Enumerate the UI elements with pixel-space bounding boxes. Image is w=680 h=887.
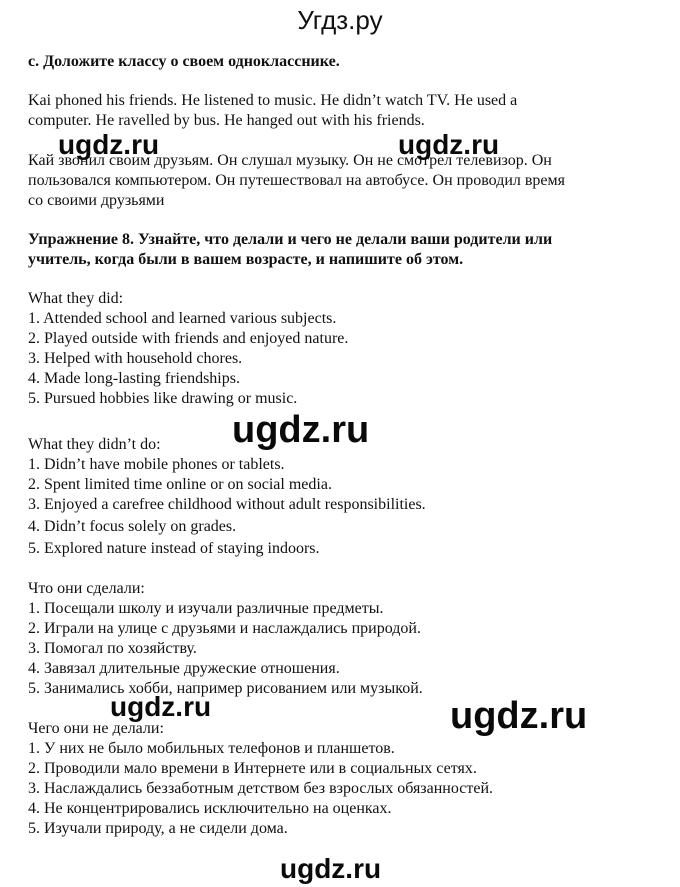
watermark: ugdz.ru	[232, 409, 370, 451]
watermark: ugdz.ru	[280, 853, 382, 884]
list-item: 2. Проводили мало времени в Интернете или в социальных сетях.	[28, 760, 477, 777]
list-item: 5. Explored nature instead of staying indoors.	[28, 540, 320, 557]
list-item: 2. Played outside with friends and enjoyed nature.	[28, 330, 349, 347]
didnt-title: What they didn’t do:	[28, 436, 161, 453]
list-item: 3. Помогал по хозяйству.	[28, 640, 197, 657]
exercise-8-heading: учитель, когда были в вашем возрасте, и напишите об этом.	[28, 251, 464, 268]
list-item: 1. Attended school and learned various subjects.	[28, 310, 337, 327]
list-item: 5. Pursued hobbies like drawing or music.	[28, 390, 298, 407]
list-item: 4. Made long-lasting friendships.	[28, 370, 240, 387]
list-item: 3. Helped with household chores.	[28, 350, 243, 367]
did-title: What they did:	[28, 290, 124, 307]
russian-line: со своими друзьями	[28, 192, 165, 209]
english-line: computer. He ravelled by bus. He hanged out with his friends.	[28, 112, 425, 129]
list-item: 2. Spent limited time online or on social media.	[28, 476, 332, 493]
didnt-ru-title: Чего они не делали:	[28, 720, 164, 737]
list-item: 4. Не концентрировались исключительно на оценках.	[28, 800, 392, 817]
watermark: ugdz.ru	[398, 129, 500, 160]
list-item: 5. Занимались хобби, например рисованием или музыкой.	[28, 680, 423, 697]
list-item: 4. Didn’t focus solely on grades.	[28, 518, 237, 535]
watermark: ugdz.ru	[110, 691, 212, 722]
list-item: 4. Завязал длительные дружеские отношения.	[28, 660, 340, 677]
list-item: 2. Играли на улице с друзьями и наслаждались природой.	[28, 620, 421, 637]
site-title: Угдз.ру	[297, 5, 383, 35]
russian-line: пользовался компьютером. Он путешествовал на автобусе. Он проводил время	[28, 172, 566, 189]
watermark: ugdz.ru	[58, 129, 160, 160]
list-item: 1. Посещали школу и изучали различные предметы.	[28, 600, 384, 617]
list-item: 1. У них не было мобильных телефонов и планшетов.	[28, 740, 395, 757]
english-line: Kai phoned his friends. He listened to music. He didn’t watch TV. He used a	[28, 92, 518, 109]
list-item: 3. Enjoyed a carefree childhood without adult responsibilities.	[28, 496, 426, 513]
russian-line: Кай звонил своим друзьям. Он слушал музыку. Он не смотрел телевизор. Он	[28, 152, 552, 169]
list-item: 3. Наслаждались беззаботным детством без взрослых обязанностей.	[28, 780, 493, 797]
list-item: 5. Изучали природу, а не сидели дома.	[28, 820, 288, 837]
section-c-heading: c. Доложите классу о своем однокласснике.	[28, 53, 340, 70]
list-item: 1. Didn’t have mobile phones or tablets.	[28, 456, 285, 473]
exercise-8-heading: Упражнение 8. Узнайте, что делали и чего не делали ваши родители или	[28, 231, 553, 248]
watermark: ugdz.ru	[450, 695, 588, 737]
did-ru-title: Что они сделали:	[28, 580, 145, 597]
